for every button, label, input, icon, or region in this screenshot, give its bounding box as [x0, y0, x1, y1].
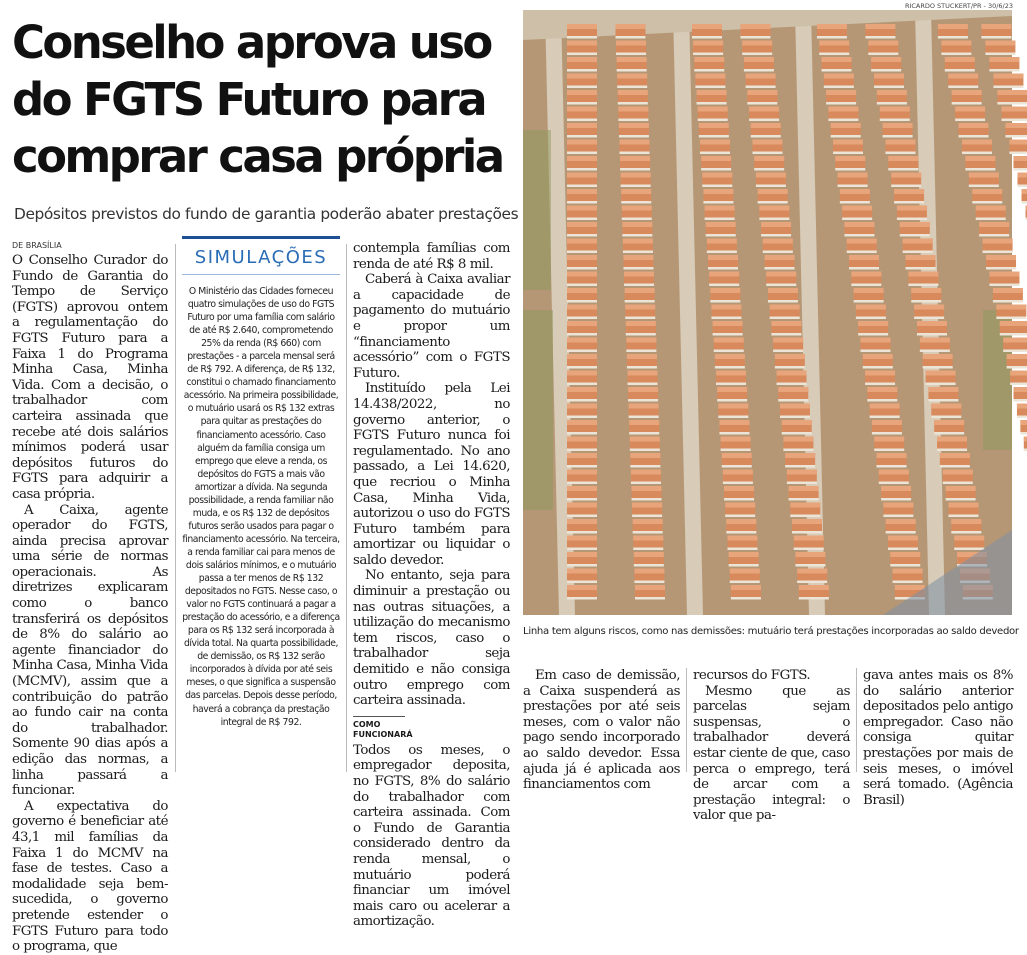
article-column-4 [523, 668, 680, 793]
article-column-5 [693, 668, 850, 824]
paragraph: Instituído pela Lei 14.438/2022, no governo anterior, o FGTS Futuro nunca foi regulamentado. No ano passado, a Lei 14.620, que recriou o Minha Casa, Minha Vida, autorizou o uso do FGTS Futuro também para amortizar ou liquidar o saldo devedor. [353, 381, 510, 568]
paragraph: Mesmo que as parcelas sejam suspensas, o trabalhador deverá estar ciente de que, caso perca o emprego, terá de arcar com a prestação integral: o valor que pa- [693, 683, 851, 824]
column-rule [856, 668, 857, 772]
article-column-6 [863, 668, 1013, 808]
paragraph: contempla famílias com renda de até R$ 8 mil. [353, 241, 510, 272]
simulacoes-box [182, 236, 340, 769]
dateline: DE BRASÍLIA [12, 241, 62, 250]
simulacoes-title: SIMULAÇÕES [194, 247, 328, 268]
photo-credit: RICARDO STUCKERT/PR - 30/6/23 [904, 2, 1013, 10]
paragraph: recursos do FGTS. [693, 668, 811, 683]
photo-caption: Linha tem alguns riscos, como nas demissões: mutuário terá prestações incorporadas ao saldo devedor [523, 626, 1019, 637]
article-column-3 [353, 241, 510, 930]
paragraph: Caberá à Caixa avaliar a capacidade de pagamento do mutuário e propor um “financiamento acessório” com o FGTS Futuro. [353, 272, 510, 381]
paragraph: A Caixa, agente operador do FGTS, ainda precisa aprovar uma série de normas operacionais. As diretrizes explicaram como o banco transferirá os depósitos de 8% do salário ao agente financiador do Minha Casa, Minha Vida (MCMV), assim que a contribuição do patrão ao fundo cair na conta do trabalhador. Somente 90 dias após a edição das normas, a linha passará a funcionar. [12, 502, 168, 799]
simulacoes-text: O Ministério das Cidades forneceu quatro simulações de uso do FGTS Futuro por uma família com salário de até R$ 2.640, comprometendo 25% da renda (R$ 660) com prestações - a parcela mensal será de R$ 792. A diferença, de R$ 132, constitui o chamado financiamento acessório. Na primeira possibilidade, o mutuário usará os R$ 132 extras para quitar as prestações do financiamento acessório. Caso alguém da família consiga um emprego que eleve a renda, os depósitos do FGTS a mais vão amortizar a dívida. Na segunda possibilidade, a renda familiar não muda, e os R$ 132 de depósitos futuros serão usados para pagar o financiamento acessório. Na terceira, a renda familiar cai para menos de dois salários mínimos, e o mutuário passa a ter menos de R$ 132 depositados no FGTS. Nesse caso, o valor no FGTS continuará a pagar a prestação do acessório, e a diferença para os R$ 132 será incorporada à dívida total. Na quarta possibilidade, de demissão, os R$ 132 serão incorporados à dívida por até seis meses, o que significa a suspensão das parcelas. Depois desse período, haverá a cobrança da prestação integral de R$ 792. [182, 274, 340, 729]
column-rule [686, 668, 687, 772]
paragraph: O Conselho Curador do Fundo de Garantia do Tempo de Serviço (FGTS) aprovou ontem a regulamentação do FGTS Futuro para a Faixa 1 do Programa Minha Casa, Minha Vida. Com a decisão, o trabalhador com carteira assinada que recebe até dois salários mínimos poderá usar depósitos futuros do FGTS para adquirir a casa própria. [12, 253, 168, 502]
paragraph: No entanto, seja para diminuir a prestação ou nas outras situações, a utilização do mecanismo tem riscos, caso o trabalhador seja demitido e não consiga outro emprego com carteira assinada. [353, 568, 510, 709]
section-label: COMO FUNCIONARÁ [353, 716, 405, 740]
paragraph: A expectativa do governo é beneficiar até 43,1 mil famílias da Faixa 1 do MCMV na fase de testes. Caso a modalidade seja bem-sucedida, o governo pretende estender o FGTS Futuro para todo o programa, que [12, 798, 168, 955]
paragraph: gava antes mais os 8% do salário anterior depositados pelo antigo empregador. Caso não consiga quitar prestações por mais de seis meses, o imóvel será tomado. (Agência Brasil) [863, 668, 1013, 808]
subhead: Depósitos previstos do fundo de garantia poderão abater prestações [14, 205, 519, 223]
headline: Conselho aprova uso do FGTS Futuro para comprar casa própria [12, 16, 503, 183]
aerial-housing-photo [523, 10, 1012, 615]
paragraph: Todos os meses, o empregador deposita, no FGTS, 8% do salário do trabalhador com carteira assinada. Com o Fundo de Garantia considerado dentro da renda mensal, o mutuário poderá financiar um imóvel mais caro ou acelerar a amortização. [353, 742, 510, 930]
column-rule [175, 244, 176, 772]
paragraph: Em caso de demissão, a Caixa suspenderá as prestações por até seis meses, com o valor não pago sendo incorporado ao saldo devedor. Essa ajuda já é aplicada aos financiamentos com [523, 668, 680, 793]
article-column-1 [12, 241, 168, 955]
column-rule [346, 244, 347, 772]
houses-illustration [523, 10, 1012, 615]
